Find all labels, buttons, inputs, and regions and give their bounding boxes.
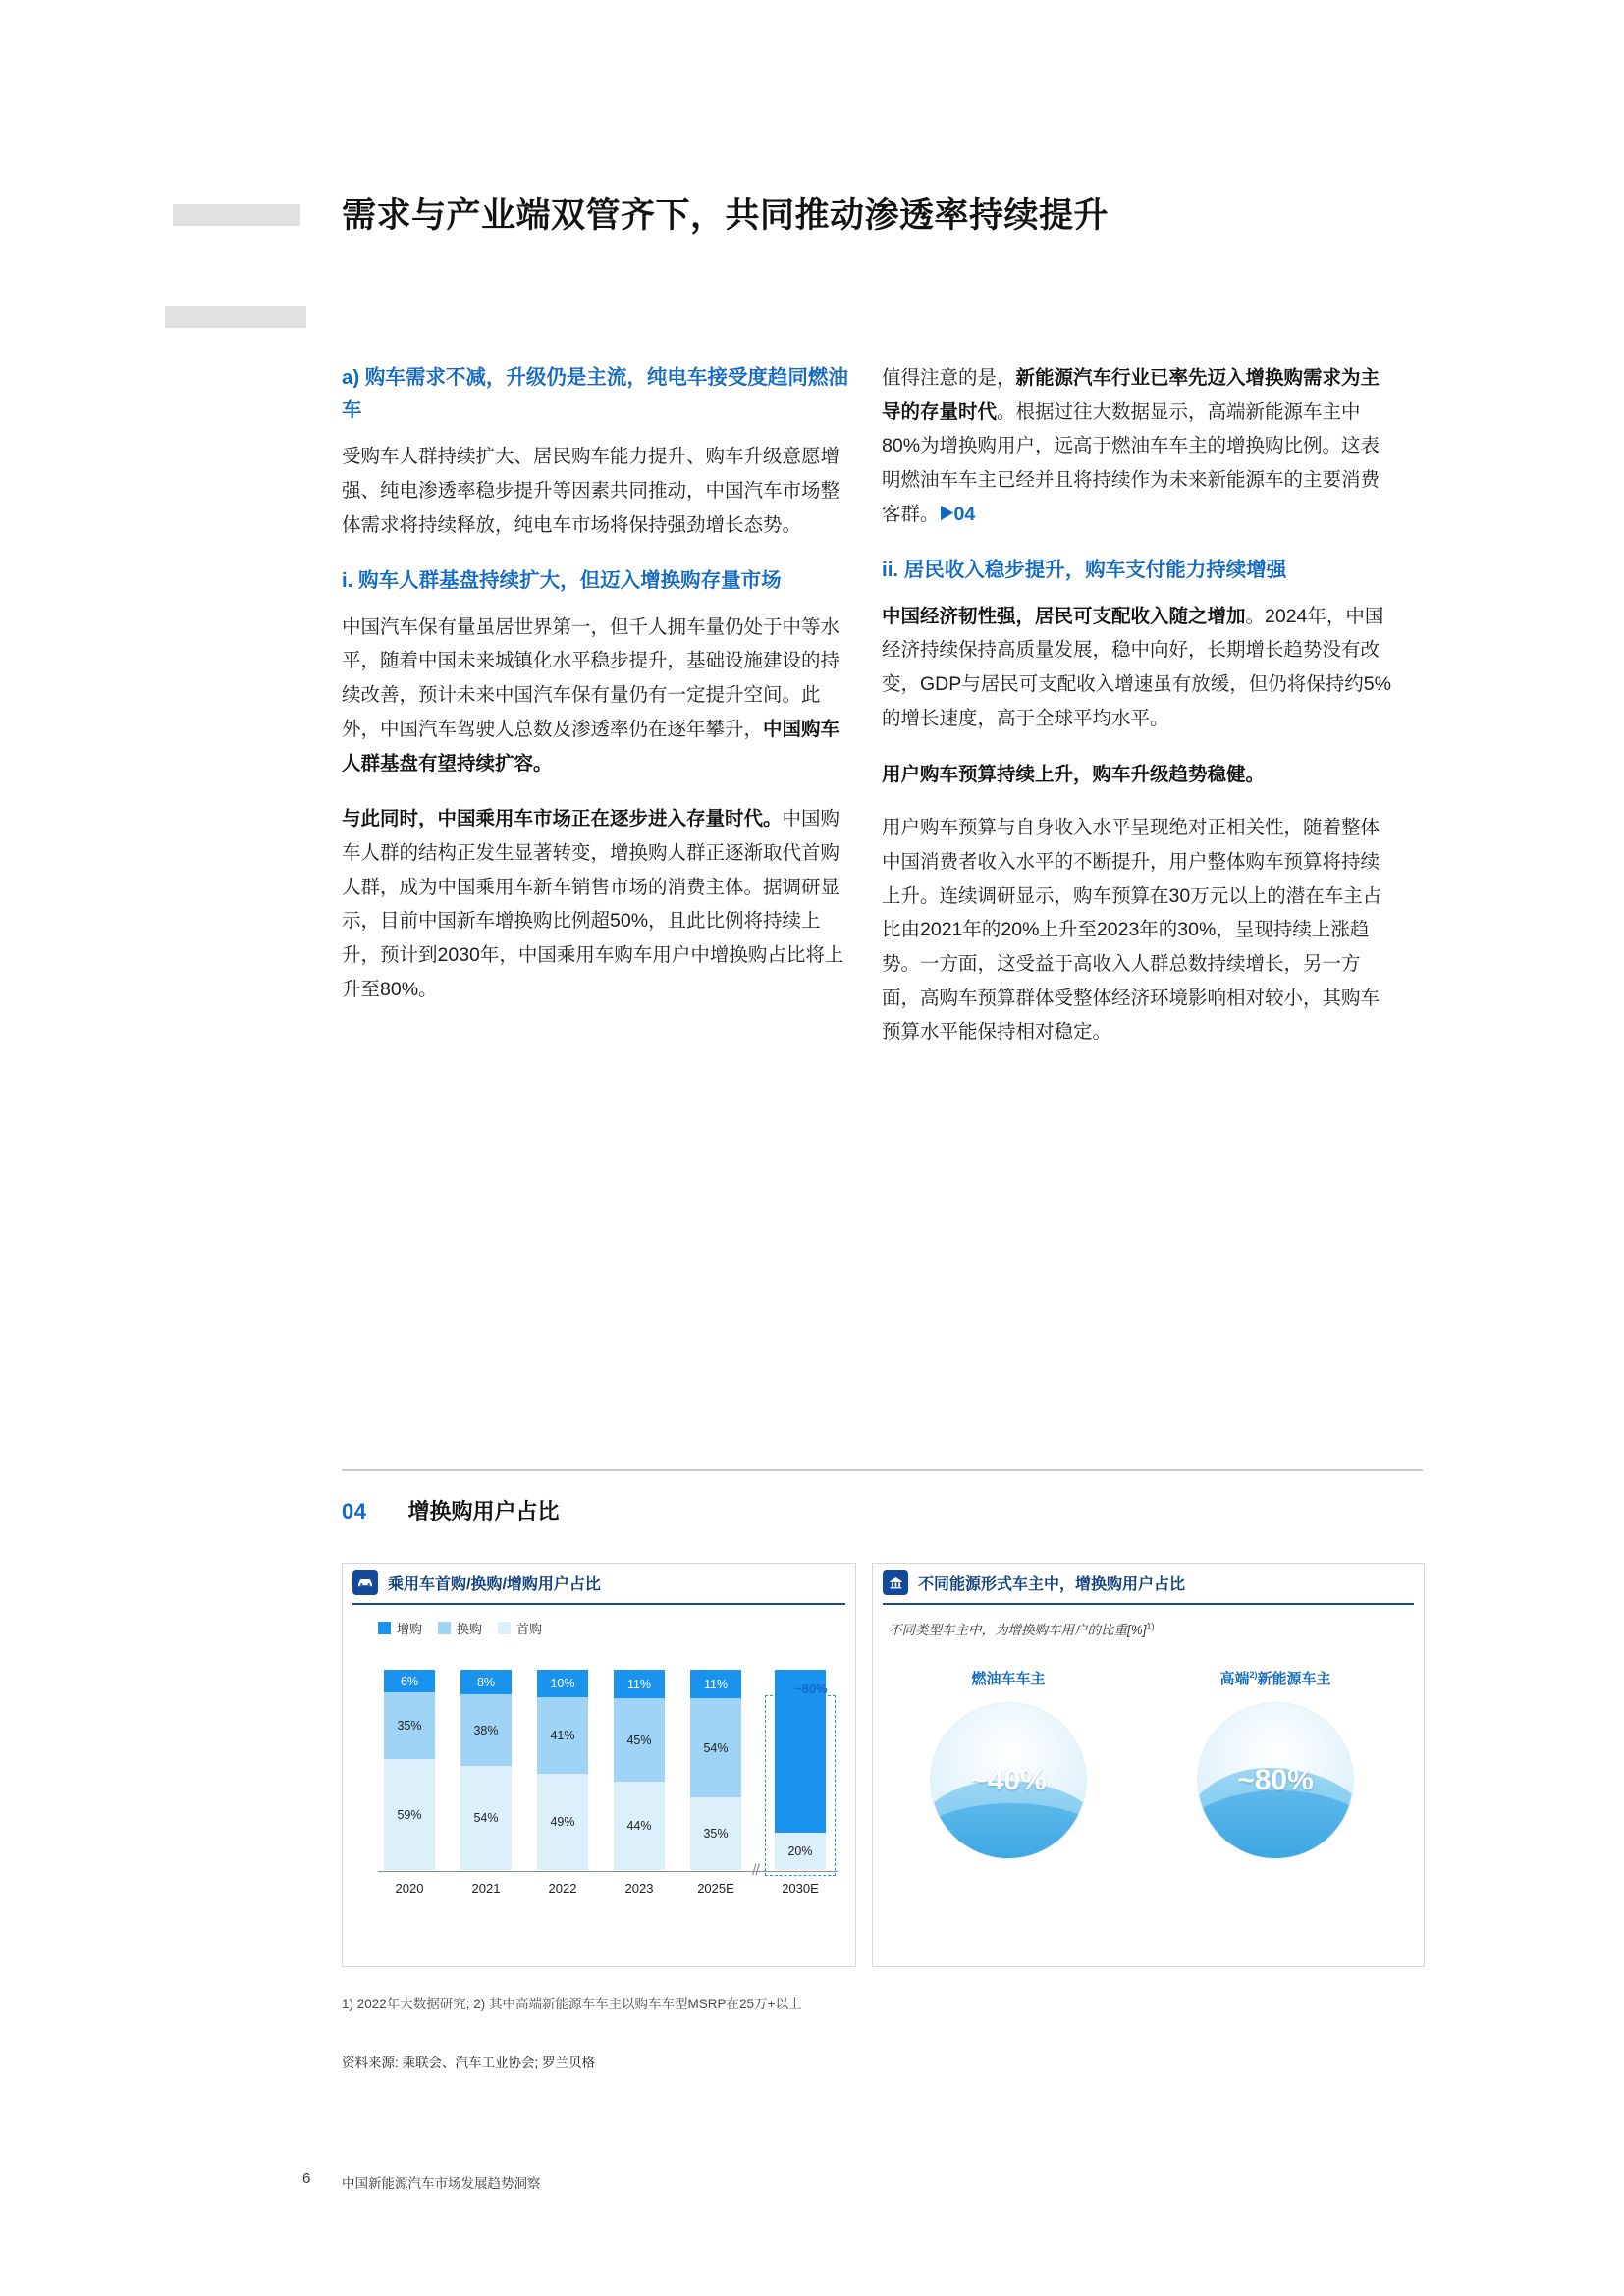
bubble-panel-note — [889, 1619, 1155, 1638]
paragraph-i-2 — [342, 802, 852, 1006]
legend-item-huangou — [438, 1619, 482, 1637]
car-icon — [352, 1570, 378, 1595]
bar-segment-zenggou-2023: 11% — [614, 1670, 665, 1698]
paragraph-top-emphasis-2: 存量时代 — [920, 400, 998, 423]
x-axis-label-2023: 2023 — [624, 1881, 654, 1896]
bar-group-2020 — [384, 1670, 435, 1870]
stacked-bar-chart — [378, 1660, 838, 1903]
chart-panel-title-underline — [352, 1603, 845, 1605]
legend-swatch-shougou — [498, 1622, 511, 1634]
bubble-value-nev: ~80% — [1237, 1764, 1314, 1796]
bar-segment-huangou-2020: 35% — [384, 1692, 435, 1759]
bar-group-2023 — [614, 1670, 665, 1870]
chart-panel-title: 乘用车首购/换购/增购用户占比 — [388, 1575, 601, 1593]
legend-item-zenggou — [378, 1619, 422, 1637]
bubble-label-nev-tail: 新能源车主 — [1257, 1671, 1331, 1687]
bubble-label-nev-superscript: 2) — [1249, 1670, 1258, 1680]
paragraph-ii-1-text: 。2024年，中国经济持续保持高质量发展，稳中向好，长期增长趋势没有改变，GDP与居民可支配收入增速虽有放缓，但仍将保持约5%的增长速度，高于全球平均水平。 — [882, 605, 1391, 729]
legend-swatch-huangou — [438, 1622, 451, 1634]
footer-title: 中国新能源汽车市场发展趋势洞察 — [342, 2176, 541, 2191]
exhibit-number: 04 — [342, 1499, 367, 1523]
bar-segment-huangou-2023: 45% — [614, 1698, 665, 1782]
bar-segment-zenggou-2025E: 11% — [690, 1670, 741, 1698]
bubble-panel-title: 不同能源形式车主中，增换购用户占比 — [918, 1575, 1186, 1593]
bubble-panel-note-superscript: 1) — [1146, 1621, 1155, 1631]
chart-annotation-80: ~80% — [794, 1682, 828, 1696]
paragraph-top-text-1: 值得注意的是， — [882, 367, 1016, 389]
axis-break-icon: // — [752, 1862, 759, 1879]
paragraph-ii-2: 用户购车预算与自身收入水平呈现绝对正相关性，随着整体中国消费者收入水平的不断提升，用户整体购车预算将持续上升。连续调研显示，购车预算在30万元以上的潜在车主占比由2021年的20%上升至2023年的30%，呈现持续上涨趋势。一方面，这受益于高收入人群总数持续增长，另一方面，高购车预算群体受整体经济环境影响相对较小，其购车预算水平能保持相对稳定。 — [882, 817, 1382, 1043]
heading-section-ii: ii. 居民收入稳步提升，购车支付能力持续增强 — [882, 558, 1287, 581]
paragraph-i-2-text: 中国购车人群的结构正发生显著转变，增换购人群正逐渐取代首购人群，成为中国乘用车新车销售市场的消费主体。据调研显示，目前中国新车增换购比例超50%，且此比例将持续上升，预计到2030年，中国乘用车购车用户中增换购占比将上升至80%。 — [342, 808, 844, 1000]
legend-label-shougou: 首购 — [516, 1622, 543, 1636]
x-axis-label-2020: 2020 — [395, 1881, 424, 1896]
page-number: 6 — [302, 2170, 311, 2187]
bar-segment-zenggou-2022: 10% — [537, 1670, 588, 1697]
x-axis-label-2021: 2021 — [471, 1881, 501, 1896]
left-column — [342, 361, 852, 1028]
bar-segment-shougou-2020: 59% — [384, 1759, 435, 1870]
paragraph-i-1 — [342, 611, 852, 781]
exhibit-reference-label: 04 — [953, 503, 976, 525]
paragraph-i-1-text: 中国汽车保有量虽居世界第一，但千人拥车量仍处于中等水平，随着中国未来城镇化水平稳步提升，基础设施建设的持续改善，预计未来中国汽车保有量仍有一定提升空间。此外，中国汽车驾驶人总数及渗透率仍在逐年攀升， — [342, 615, 840, 740]
x-axis-line — [378, 1871, 838, 1872]
paragraph-ii-1-emphasis: 中国经济韧性强，居民可支配收入随之增加 — [882, 605, 1246, 627]
bubble-label-fuel: 燃油车车主 — [971, 1671, 1046, 1687]
exhibit-header — [342, 1495, 560, 1525]
exhibit-footnote-1: 1) 2022年大数据研究; 2) 其中高端新能源车车主以购车车型MSRP在25万+以上 — [342, 1997, 802, 2011]
bar-segment-shougou-2022: 49% — [537, 1774, 588, 1870]
building-icon — [883, 1570, 908, 1595]
paragraph-ii-1 — [882, 600, 1392, 736]
highlight-dashed-box — [765, 1695, 836, 1876]
header-accent-bar-bottom — [165, 306, 306, 328]
bubble-label-nev-prefix: 高端 — [1219, 1671, 1250, 1687]
x-axis-label-2025E: 2025E — [697, 1881, 734, 1896]
right-column — [882, 361, 1392, 1071]
exhibit-divider — [342, 1469, 1423, 1471]
legend-swatch-zenggou — [378, 1622, 391, 1634]
bar-segment-shougou-2025E: 35% — [690, 1797, 741, 1870]
paragraph-a-intro: 受购车人群持续扩大、居民购车能力提升、购车升级意愿增强、纯电渗透率稳步提升等因素共同推动，中国汽车市场整体需求将持续释放，纯电车市场将保持强劲增长态势。 — [342, 446, 840, 536]
header-accent-bar-top — [173, 204, 300, 226]
paragraph-top — [882, 361, 1392, 532]
bar-group-2021 — [460, 1670, 512, 1870]
bar-segment-shougou-2023: 44% — [614, 1782, 665, 1870]
bubble-value-fuel: ~40% — [970, 1764, 1047, 1796]
bubble-fuel-vehicle — [931, 1703, 1086, 1858]
bar-segment-huangou-2021: 38% — [460, 1694, 512, 1766]
exhibit-reference-link[interactable] — [940, 504, 976, 525]
bubble-panel-title-row — [873, 1564, 1424, 1601]
bubble-nev-vehicle — [1198, 1703, 1353, 1858]
x-axis-label-2030E: 2030E — [782, 1881, 819, 1896]
bubble-label-nev — [1167, 1668, 1383, 1688]
chart-legend — [378, 1619, 542, 1637]
bubble-panel-title-underline — [883, 1603, 1414, 1605]
paragraph-i-2-emphasis: 与此同时，中国乘用车市场正在逐步进入存量时代。 — [342, 808, 783, 830]
bar-segment-zenggou-2021: 8% — [460, 1670, 512, 1694]
legend-label-zenggou: 增购 — [397, 1622, 423, 1636]
chart-panel-purchase-mix — [342, 1563, 856, 1967]
paragraph-ii-2-heading — [882, 758, 1392, 792]
exhibit-source-note: 资料来源: 乘联会、汽车工业协会; 罗兰贝格 — [342, 2056, 596, 2070]
bubble-panel-note-text: 不同类型车主中，为增换购车用户的比重[%] — [889, 1623, 1147, 1637]
bar-segment-huangou-2025E: 54% — [690, 1698, 741, 1797]
heading-section-i: i. 购车人群基盘持续扩大，但迈入增换购存量市场 — [342, 568, 782, 592]
bubble-wave-front — [931, 1803, 1086, 1858]
bar-segment-huangou-2022: 41% — [537, 1697, 588, 1774]
bubble-wave-front-nev — [1198, 1790, 1353, 1858]
chart-panel-energy-type — [872, 1563, 1425, 1967]
paragraph-ii-2-emphasis: 用户购车预算持续上升，购车升级趋势稳健。 — [882, 763, 1266, 785]
bar-segment-shougou-2030E: 20% — [775, 1833, 826, 1870]
bar-group-2022 — [537, 1670, 588, 1870]
exhibit-title: 增换购用户占比 — [407, 1499, 560, 1523]
bar-segment-shougou-2021: 54% — [460, 1766, 512, 1870]
paragraph-top-emphasis-1: 新能源汽车行业已率先迈入增换购需求为主导的 — [882, 367, 1380, 423]
triangle-right-icon: ▶ — [939, 505, 954, 522]
bar-group-2025E — [690, 1670, 741, 1870]
chart-panel-title-row — [343, 1564, 855, 1601]
heading-section-a: a) 购车需求不减，升级仍是主流，纯电车接受度趋同燃油车 — [342, 366, 848, 422]
paragraph-i-1-emphasis: 中国购车人群基盘有望持续扩容。 — [342, 718, 840, 774]
paragraph-top-text-2: 。根据过往大数据显示，高端新能源车主中80%为增换购用户，远高于燃油车车主的增换购比例。这表明燃油车车主已经并且将持续作为未来新能源车的主要消费客群。 — [882, 400, 1380, 525]
legend-label-huangou: 换购 — [457, 1622, 483, 1636]
page-title: 需求与产业端双管齐下，共同推动渗透率持续提升 — [342, 196, 1110, 235]
x-axis-label-2022: 2022 — [548, 1881, 577, 1896]
bar-segment-zenggou-2020: 6% — [384, 1670, 435, 1692]
legend-item-shougou — [498, 1619, 542, 1637]
